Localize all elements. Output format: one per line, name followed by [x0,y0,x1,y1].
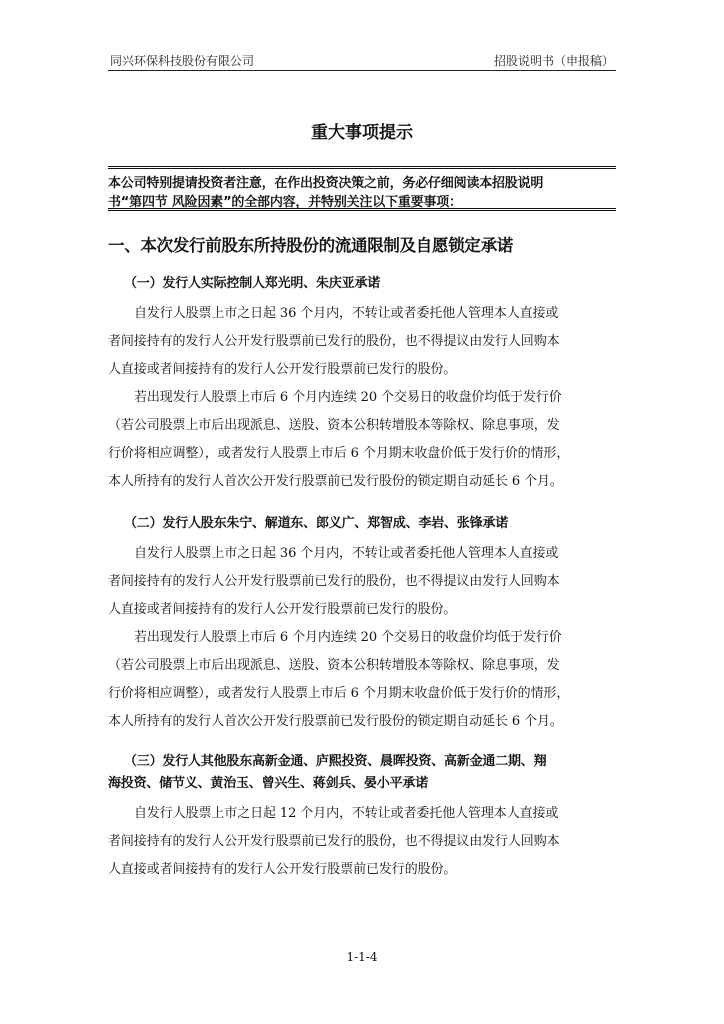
paragraph-line: 人直接或者间接持有的发行人公开发行股票前已发行的股份。 [108,602,457,617]
section-heading: 一、本次发行前股东所持股份的流通限制及自愿锁定承诺 [108,236,514,255]
header-doc-type: 招股说明书（申报稿） [493,54,614,68]
paragraph-line: 行价将相应调整），或者发行人股票上市后 6 个月期末收盘价低于发行价的情形， [108,446,570,461]
subsection-heading: （二）发行人股东朱宁、解道东、郎义广、郑智成、李岩、张锋承诺 [124,516,509,531]
document-title: 重大事项提示 [311,123,413,143]
paragraph-line: 行价将相应调整），或者发行人股票上市后 6 个月期末收盘价低于发行价的情形， [108,686,570,701]
notice-line: 书“第四节 风险因素”的全部内容，并特别关注以下重要事项： [108,195,462,210]
paragraph-line: （若公司股票上市后出现派息、送股、资本公积转增股本等除权、除息事项，发 [108,418,560,433]
paragraph-line: 人直接或者间接持有的发行人公开发行股票前已发行的股份。 [108,362,457,377]
notice-line: 本公司特别提请投资者注意，在作出投资决策之前，务必仔细阅读本招股说明 [108,176,544,191]
paragraph-line: 自发行人股票上市之日起 36 个月内，不转让或者委托他人管理本人直接或 [134,306,559,321]
paragraph-line: 者间接持有的发行人公开发行股票前已发行的股份，也不得提议由发行人回购本 [108,574,560,589]
paragraph-line: 本人所持有的发行人首次公开发行股票前已发行股份的锁定期自动延长 6 个月。 [108,474,563,489]
paragraph-line: （若公司股票上市后出现派息、送股、资本公积转增股本等除权、除息事项，发 [108,658,560,673]
paragraph-line: 若出现发行人股票上市后 6 个月内连续 20 个交易日的收盘价均低于发行价 [134,390,562,405]
header-company: 同兴环保科技股份有限公司 [110,54,255,68]
subsection-heading: （一）发行人实际控制人郑光明、朱庆亚承诺 [124,276,381,291]
paragraph-line: 人直接或者间接持有的发行人公开发行股票前已发行的股份。 [108,862,457,877]
paragraph-line: 者间接持有的发行人公开发行股票前已发行的股份，也不得提议由发行人回购本 [108,334,560,349]
subsection-heading: 海投资、储节义、黄治玉、曾兴生、蒋剑兵、晏小平承诺 [108,776,429,791]
page-number: 1-1-4 [346,950,378,964]
paragraph-line: 自发行人股票上市之日起 36 个月内，不转让或者委托他人管理本人直接或 [134,546,559,561]
important-notice-box [108,166,616,211]
paragraph-line: 者间接持有的发行人公开发行股票前已发行的股份，也不得提议由发行人回购本 [108,834,560,849]
paragraph-line: 若出现发行人股票上市后 6 个月内连续 20 个交易日的收盘价均低于发行价 [134,630,562,645]
subsection-heading: （三）发行人其他股东高新金通、庐熙投资、晨晖投资、高新金通二期、翔 [124,754,547,769]
paragraph-line: 自发行人股票上市之日起 12 个月内，不转让或者委托他人管理本人直接或 [134,806,559,821]
paragraph-line: 本人所持有的发行人首次公开发行股票前已发行股份的锁定期自动延长 6 个月。 [108,714,563,729]
page-header [108,46,616,71]
